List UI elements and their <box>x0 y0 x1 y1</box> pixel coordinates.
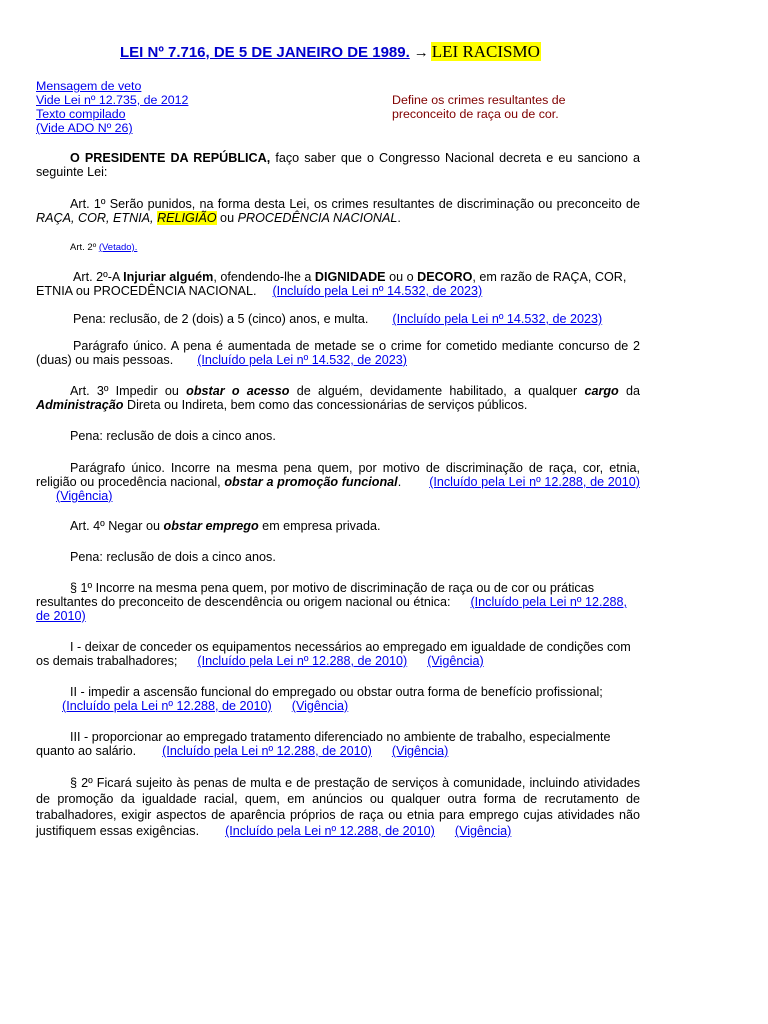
link-vetado[interactable]: (Vetado). <box>98 242 138 253</box>
highlight-label: LEI RACISMO <box>431 42 540 61</box>
art2a-num: Art. 2º-A <box>73 270 124 284</box>
art3-administracao: Administração <box>36 398 124 412</box>
par3-bold: obstar a promoção funcional <box>224 475 398 489</box>
link-i1-inclusion[interactable]: (Incluído pela Lei nº 12.288, de 2010) <box>197 654 408 668</box>
art2-text: Art. 2º <box>70 242 99 253</box>
article-2 <box>36 241 640 255</box>
article-3 <box>36 384 640 412</box>
i1-text: I - deixar de conceder os equipamentos necessários ao empregado em igualdade de condições com os demais trabalhadores; <box>36 640 631 668</box>
article-1 <box>36 197 640 225</box>
penalty-3 <box>36 429 640 443</box>
link-pena2a-inclusion[interactable]: (Incluído pela Lei nº 14.532, de 2023) <box>392 312 603 326</box>
penalty-2a <box>36 312 640 326</box>
s2-text: § 2º Ficará sujeito às penas de multa e de prestação de serviços à comunidade, incluindo atividades de promoção da igualdade racial, quem, em anúncios ou qualquer outra forma de recrutamento de trabalhadores, exigir aspectos de aparência próprios de raça ou etnia para emprego cujas atividades não justifiquem essas exigências. <box>36 776 640 838</box>
link-i3-vigencia[interactable]: (Vigência) <box>391 744 449 758</box>
article-4 <box>36 519 640 533</box>
link-i2-inclusion[interactable]: (Incluído pela Lei nº 12.288, de 2010) <box>62 699 272 713</box>
art4-text1: Art. 4º Negar ou <box>70 519 164 533</box>
art4-bold: obstar emprego <box>163 519 259 533</box>
art3-text4: Direta ou Indireta, bem como das concessionárias de serviços públicos. <box>123 398 528 412</box>
art2a-dignidade: DIGNIDADE <box>314 270 386 284</box>
art3-cargo: cargo <box>584 384 619 398</box>
pena4-text: Pena: reclusão de dois a cinco anos. <box>70 550 276 564</box>
item-1 <box>36 640 640 668</box>
art1-italic: RAÇA, COR, ETNIA, <box>36 211 158 225</box>
art3-text3: da <box>618 384 640 398</box>
art2a-text2: ou o <box>385 270 418 284</box>
art3-obstar: obstar o acesso <box>186 384 290 398</box>
paragraph-2a <box>36 339 640 367</box>
preamble <box>36 151 640 179</box>
law-title-link[interactable]: LEI Nº 7.716, DE 5 DE JANEIRO DE 1989. <box>120 44 410 61</box>
pena3-text: Pena: reclusão de dois a cinco anos. <box>70 429 276 443</box>
i3-text: III - proporcionar ao empregado tratamento diferenciado no ambiente de trabalho, especialmente quanto ao salário. <box>36 730 611 758</box>
art1-highlight: RELIGIÃO <box>157 211 217 225</box>
page-title <box>120 42 541 62</box>
link-art2a-inclusion[interactable]: (Incluído pela Lei nº 14.532, de 2023) <box>272 284 483 298</box>
link-par2a-inclusion[interactable]: (Incluído pela Lei nº 14.532, de 2023) <box>197 353 407 367</box>
link-i3-inclusion[interactable]: (Incluído pela Lei nº 12.288, de 2010) <box>162 744 372 758</box>
link-vide-lei[interactable]: Vide Lei nº 12.735, de 2012 <box>36 93 189 107</box>
pena2a-text: Pena: reclusão, de 2 (dois) a 5 (cinco) anos, e multa. <box>73 312 369 326</box>
art4-text2: em empresa privada. <box>258 519 381 533</box>
link-par3-vigencia[interactable]: (Vigência) <box>56 489 113 503</box>
art2a-text1: , ofendendo-lhe a <box>213 270 315 284</box>
paragraph-3 <box>36 461 640 503</box>
item-2 <box>36 685 640 713</box>
par2a-text: Parágrafo único. A pena é aumentada de metade se o crime for cometido mediante concurso de 2 (duas) ou mais pessoas. <box>36 339 640 367</box>
link-mensagem-veto[interactable]: Mensagem de veto <box>36 79 142 93</box>
art1-or: ou <box>216 211 238 225</box>
art3-text1: Art. 3º Impedir ou <box>70 384 187 398</box>
law-summary: Define os crimes resultantes de preconceito de raça ou de cor. <box>392 93 566 121</box>
art1-text: Art. 1º Serão punidos, na forma desta Lei, os crimes resultantes de discriminação ou preconceito de <box>70 197 640 211</box>
link-i2-vigencia[interactable]: (Vigência) <box>291 699 349 713</box>
s1-text: § 1º Incorre na mesma pena quem, por motivo de discriminação de raça ou de cor ou práticas resultantes do preconceito de descendência ou origem nacional ou étnica: <box>36 581 595 609</box>
preamble-text: faço saber que o Congresso Nacional decreta e eu sanciono a seguinte Lei: <box>36 151 640 179</box>
preamble-bold: O PRESIDENTE DA REPÚBLICA, <box>70 151 271 165</box>
penalty-4 <box>36 550 640 564</box>
art1-end: . <box>397 211 401 225</box>
link-par3-inclusion[interactable]: (Incluído pela Lei nº 12.288, de 2010) <box>429 475 640 489</box>
item-3 <box>36 730 640 758</box>
art2a-text3: , em razão de RAÇA, COR, ETNIA ou PROCEDÊNCIA NACIONAL. <box>36 270 627 298</box>
section-2 <box>36 775 640 839</box>
art2a-bold: Injuriar alguém <box>123 270 214 284</box>
par3-text: Parágrafo único. Incorre na mesma pena quem, por motivo de discriminação de raça, cor, etnia, religião ou procedência nacional, <box>36 461 640 489</box>
link-s2-inclusion[interactable]: (Incluído pela Lei nº 12.288, de 2010) <box>225 824 435 838</box>
art3-text2: de alguém, devidamente habilitado, a qualquer <box>289 384 585 398</box>
reference-links <box>36 79 188 135</box>
link-texto-compilado[interactable]: Texto compilado <box>36 107 126 121</box>
art1-procedencia: PROCEDÊNCIA NACIONAL <box>237 211 398 225</box>
link-s1-inclusion[interactable]: (Incluído pela Lei nº 12.288, de 2010) <box>36 595 628 623</box>
section-1 <box>36 581 640 623</box>
par3-end: . <box>397 475 402 489</box>
art2a-decoro: DECORO <box>417 270 473 284</box>
article-2a <box>36 270 640 298</box>
right-arrow-icon: → <box>413 44 429 61</box>
i2-text: II - impedir a ascensão funcional do empregado ou obstar outra forma de benefício profissional; <box>70 685 603 699</box>
link-i1-vigencia[interactable]: (Vigência) <box>427 654 484 668</box>
link-vide-ado[interactable]: (Vide ADO Nº 26) <box>36 121 133 135</box>
link-s2-vigencia[interactable]: (Vigência) <box>454 824 512 838</box>
